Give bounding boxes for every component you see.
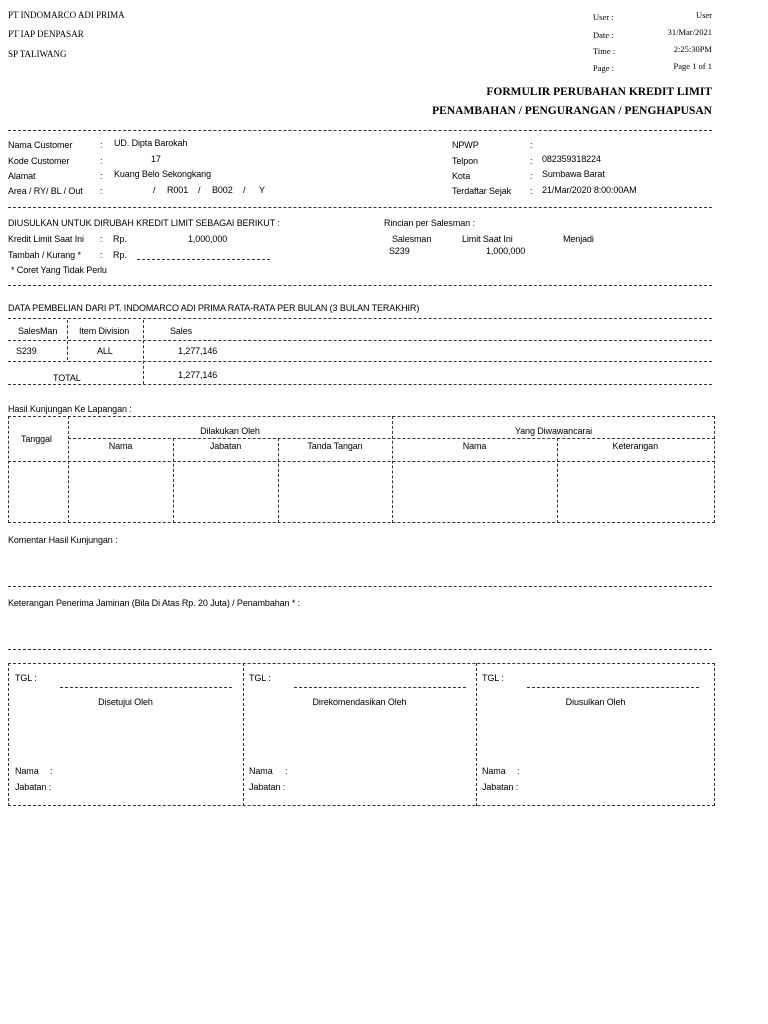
colon: : xyxy=(100,140,103,150)
divider xyxy=(8,130,712,131)
purchase-row-salesman: S239 xyxy=(16,346,37,356)
alamat-value: Kuang Belo Sekongkang xyxy=(114,169,211,179)
colon: : xyxy=(100,250,103,260)
disetujui-label: Disetujui Oleh xyxy=(98,697,153,707)
col-divider xyxy=(143,320,144,384)
nama-customer-value: UD. Dipta Barokah xyxy=(114,138,188,148)
purchase-col-sales: Sales xyxy=(170,326,193,336)
komentar-label: Komentar Hasil Kunjungan : xyxy=(8,535,118,545)
colon: : xyxy=(100,186,103,196)
visit-sub-nama: Nama xyxy=(108,441,133,451)
divider xyxy=(8,285,712,286)
colon: : xyxy=(50,766,53,776)
tgl-label-3: TGL : xyxy=(482,673,504,683)
tambah-kurang-rp: Rp. xyxy=(113,250,127,260)
komentar-field[interactable] xyxy=(8,586,712,587)
area-sep: / xyxy=(153,185,156,195)
telpon-value: 082359318224 xyxy=(542,154,601,164)
divider xyxy=(8,461,715,462)
visit-col-dilakukan: Dilakukan Oleh xyxy=(200,426,260,436)
divider xyxy=(8,340,712,341)
area-label: Area / RY/ BL / Out xyxy=(8,186,83,196)
colon: : xyxy=(100,171,103,181)
tambah-kurang-field[interactable] xyxy=(137,259,270,260)
company-branch: PT IAP DENPASAR xyxy=(8,29,84,39)
col-divider xyxy=(243,663,244,806)
nama-label-1: Nama xyxy=(15,766,39,776)
visit-sub-nama2: Nama xyxy=(462,441,487,451)
purchase-total-value: 1,277,146 xyxy=(178,370,218,380)
purchase-total-label: TOTAL xyxy=(53,373,81,383)
colon: : xyxy=(530,156,533,166)
kota-value: Sumbawa Barat xyxy=(542,169,605,179)
keterangan-field[interactable] xyxy=(8,649,712,650)
form-subtitle: PENAMBAHAN / PENGURANGAN / PENGHAPUSAN xyxy=(432,105,712,117)
colon: : xyxy=(100,234,103,244)
colon: : xyxy=(517,766,520,776)
jabatan-label-3: Jabatan : xyxy=(482,782,519,792)
nama-customer-label: Nama Customer xyxy=(8,140,73,150)
tgl-label-2: TGL : xyxy=(249,673,271,683)
user-value: User xyxy=(695,10,712,20)
page-value: Page 1 of 1 xyxy=(673,61,712,71)
area-ry-value: R001 xyxy=(167,185,189,195)
jabatan-label-2: Jabatan : xyxy=(249,782,286,792)
rincian-col-salesman: Salesman xyxy=(392,234,432,244)
tgl-field-3[interactable] xyxy=(527,687,699,688)
keterangan-label: Keterangan Penerima Jaminan (Bila Di Atas Rp. 20 Juta) / Penambahan * : xyxy=(8,598,301,608)
form-title: FORMULIR PERUBAHAN KREDIT LIMIT xyxy=(486,86,712,98)
purchase-row-sales: 1,277,146 xyxy=(178,346,218,356)
kode-customer-label: Kode Customer xyxy=(8,156,70,166)
kredit-limit-label: Kredit Limit Saat Ini xyxy=(8,234,84,244)
rincian-row-salesman: S239 xyxy=(389,246,410,256)
proposal-heading: DIUSULKAN UNTUK DIRUBAH KREDIT LIMIT SEBAGAI BERIKUT : xyxy=(8,218,280,228)
company-sub-branch: SP TALIWANG xyxy=(8,49,67,59)
col-divider xyxy=(67,320,68,360)
purchase-col-salesman: SalesMan xyxy=(18,326,58,336)
divider xyxy=(8,207,712,208)
date-value: 31/Mar/2021 xyxy=(667,27,712,37)
purchase-row-division: ALL xyxy=(97,346,113,356)
rincian-col-limit: Limit Saat Ini xyxy=(462,234,513,244)
user-label: User : xyxy=(593,12,614,22)
col-divider xyxy=(476,663,477,806)
divider xyxy=(8,361,712,362)
signature-table xyxy=(8,663,715,806)
divider xyxy=(8,318,712,319)
tambah-kurang-label: Tambah / Kurang * xyxy=(8,250,81,260)
jabatan-label-1: Jabatan : xyxy=(15,782,52,792)
rincian-heading: Rincian per Salesman : xyxy=(384,218,475,228)
visit-sub-jabatan: Jabatan xyxy=(209,441,242,451)
terdaftar-value: 21/Mar/2020 8:00:00AM xyxy=(542,185,637,195)
purchase-col-division: Item Division xyxy=(79,326,130,336)
area-sep: / xyxy=(198,185,201,195)
tgl-field-1[interactable] xyxy=(60,687,232,688)
visit-col-diwawancarai: Yang Diwawancarai xyxy=(514,426,593,436)
terdaftar-label: Terdaftar Sejak xyxy=(452,186,512,196)
colon: : xyxy=(530,171,533,181)
page-label: Page : xyxy=(593,63,615,73)
purchase-heading: DATA PEMBELIAN DARI PT. INDOMARCO ADI PRIMA RATA-RATA PER BULAN (3 BULAN TERAKHIR) xyxy=(8,303,420,313)
time-label: Time : xyxy=(593,46,616,56)
area-sep: / xyxy=(243,185,246,195)
kredit-limit-rp: Rp. xyxy=(113,234,127,244)
rincian-row-limit: 1,000,000 xyxy=(486,246,526,256)
colon: : xyxy=(285,766,288,776)
kode-customer-value: 17 xyxy=(151,154,161,164)
nama-label-3: Nama xyxy=(482,766,506,776)
time-value: 2:25:30PM xyxy=(673,44,712,54)
kota-label: Kota xyxy=(452,171,471,181)
visit-sub-keterangan: Keterangan xyxy=(612,441,658,451)
visit-sub-ttd: Tanda Tangan xyxy=(307,441,363,451)
company-name: PT INDOMARCO ADI PRIMA xyxy=(8,10,125,20)
tgl-label-1: TGL : xyxy=(15,673,37,683)
nama-label-2: Nama xyxy=(249,766,273,776)
area-out-value: Y xyxy=(259,185,265,195)
colon: : xyxy=(530,186,533,196)
tgl-field-2[interactable] xyxy=(294,687,466,688)
visit-heading: Hasil Kunjungan Ke Lapangan : xyxy=(8,404,132,414)
area-bl-value: B002 xyxy=(212,185,233,195)
visit-col-tanggal: Tanggal xyxy=(21,434,52,444)
kredit-limit-value: 1,000,000 xyxy=(188,234,228,244)
alamat-label: Alamat xyxy=(8,171,36,181)
diusulkan-label: Diusulkan Oleh xyxy=(565,697,626,707)
colon: : xyxy=(530,140,533,150)
npwp-label: NPWP xyxy=(452,140,479,150)
rincian-col-menjadi: Menjadi xyxy=(563,234,594,244)
telpon-label: Telpon xyxy=(452,156,478,166)
date-label: Date : xyxy=(593,30,614,40)
colon: : xyxy=(100,156,103,166)
coret-note: * Coret Yang Tidak Perlu xyxy=(11,265,107,275)
direkomendasikan-label: Direkomendasikan Oleh xyxy=(312,697,407,707)
divider xyxy=(8,384,712,385)
